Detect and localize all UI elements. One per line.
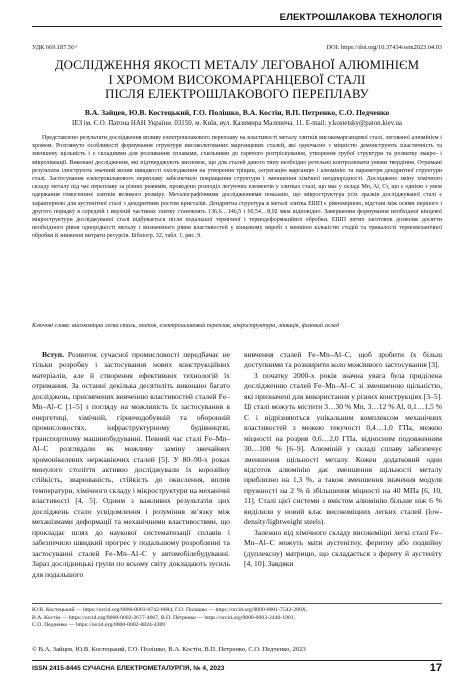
keywords	[32, 322, 442, 330]
body-column-left	[32, 350, 230, 580]
body-paragraph: вивчення сталей Fe–Mn–Al–C, щоб зробити їх більш доступними та розширити коло можливого застосування [3].	[244, 350, 442, 370]
title-line: І ХРОМОМ ВИСОКОМАРГАНЦЕВОЇ СТАЛІ	[108, 72, 366, 87]
page-number: 17	[429, 662, 442, 674]
keywords-label: Ключові слова:	[32, 323, 71, 329]
running-header	[32, 12, 442, 27]
body-paragraph: Залежно від хімічного складу високоміцні легкі сталі Fe–Mn–Al–C можуть мати аустенітну, феритну або подвійну (дуплексну) матрицю, що складається з фериту й аустеніту [4, 10]. Завдяки	[244, 527, 442, 569]
udc-code: УДК 669.187.56+	[32, 44, 78, 51]
orcid-line[interactable]: С.О. Педченко — https://orcid.org/0000-0002-8824-4389	[32, 622, 166, 629]
affiliation: ІЕЗ ім. Є.О. Патона НАН України. 03150, м. Київ, вул. Казимира Малевича, 11. E-mail: y.kostetsky@paton.kiev.ua	[72, 120, 402, 127]
orcid-line[interactable]: В.А. Костін — https://orcid.org/0000-0002-2677-4667, В.П. Петренко — https://orcid.org/0000-0003-2440-1901,	[32, 614, 296, 621]
intro-heading: Вступ.	[42, 350, 64, 359]
orcid-line[interactable]: Ю.В. Костецький — https://orcid.org/0000-0003-0742-6684, Г.О. Полішко — https://orcid.org/0000-0001-7543-280X,	[32, 607, 308, 613]
journal-issn: ISSN 2415-8445 СУЧАСНА ЕЛЕКТРОМЕТАЛУРГІЯ, № 4, 2023	[32, 665, 225, 672]
title-line: ДОСЛІДЖЕННЯ ЯКОСТІ МЕТАЛУ ЛЕГОВАНОЇ АЛЮМІНІЄМ	[54, 58, 420, 72]
copyright-notice: © В.А. Зайцев, Ю.В. Костецький, Г.О. Полішко, В.А. Костін, В.П. Петренко, С.О. Педченко, 2023	[32, 646, 306, 653]
intro-paragraph	[32, 350, 230, 580]
running-footer	[32, 660, 442, 677]
keywords-text: високоміцна легка сталь, злиток, електрошлаковий переплав, мікроструктура, ліквація, фазовий склад	[72, 323, 339, 329]
article-title	[32, 58, 442, 102]
journal-page	[32, 0, 442, 688]
title-line: ПІСЛЯ ЕЛЕКТРОШЛАКОВОГО ПЕРЕПЛАВУ	[105, 87, 369, 102]
author-list: В.А. Зайцев, Ю.В. Костецький, Г.О. Полішко, В.А. Костін, В.П. Петренко, С.О. Педченко	[84, 108, 390, 117]
abstract: Представлено результати дослідження впливу електрошлакового переплаву на властивості металу злитків високомарганцевої сталі, легованої алюмінієм і хромом. Розглянуто особливості формування структури високолегованих марганцевих сталей, які одночасно з міцністю демонструють пластичність та зменшену щільність і є складними для розливання сплавами, схильними до гарячого розтріскування, утворення грубої структури та розвитку макро- і мікроліквації. Виконані дослідження, які підтверджують висновок, що для сталей даного типу необхідно ретельно контролювати умови твердіння. Отримані результати ілюструють значний вплив швидкості охолодження на утворення тріщин, сегрегацію марганцю і алюмінію та параметри дендритної структури сталі. Застосування електрошлакового переплаву забезпечило покращення структури і зменшення хімічної неоднорідності. Досліджено зміну хімічного складу металу під час переплаву за різних режимів, проведено розподіл легуючих елементів у злитках сталі, що має у складі Mn, Al, Cr, що є однією з умов одержання гомогенних злитків великого розміру. Металографічними дослідженнями показано, що мікроструктура усіх зразків досліджуваної сталі є характерною для аустенітної сталі з дендритним ростом кристалів. Дендритна структура в металі злитка ЕШП є рівномірною, відстані між осями першого і другого порядку в середній і верхній частинах злитку становлять 136,6…146,5 і 60,54…8,92 мкм відповідно. Завершення формування необхідної кінцевої мікроструктури досліджуваної сталі відбувається після подальшої термічної і термодеформаційної обробки. ЕШП литих заготовок дозволяє досягти необхідного рівня однорідності металу і визначеного рівня властивостей у кінцевому виробі з меншою кількістю стадій та тривалості термомеханічної обробки й зниженні витрати ресурсів. Бібліогр. 32, табл. 1, рис. 9.	[32, 135, 442, 240]
journal-section-title: ЕЛЕКТРОШЛАКОВА ТЕХНОЛОГІЯ	[279, 12, 442, 23]
intro-text: Розвиток сучасної промисловості передбачає не тільки розробку і застосування нових конструкційних матеріалів, але й створення ефективних технологій їх отримання. За останні декілька десятиліть виконано багато досліджень, присвячених вивченню властивостей сталей Fe–Mn–Al–C [1–5] з погляду на можливість їх застосування в енергетиці, хімічній, гірничодобувній та оборонній промисловостях, інфраструктурному будівництві, транспортному машинобудуванні. Певний час сталі Fe–Mn–Al–C розглядали як можливу заміну звичайних хромонікелевих нержавіючих сталей [5]. У 80–90-х роках минулого століття активно досліджували їх корозійну стійкість, зварюваність, стійкість до окислення, вплив температури, хімічного складу і мікроструктури на механічні властивості [4, 5]. Одним з важливих результатів цих досліджень стало усвідомлення і розуміння зв’язку між механізмами деформації та механічними властивостями, що прокладає шлях до наукової систематизації сплавів і забезпечило швидкий прогрес у подальшому розробленні та застосуванні сталей Fe–Mn–Al–C у автомобілебудуванні. Зараз дослідницькі групи по всьому світу докладають зусиль для подальшого	[32, 350, 230, 579]
orcid-footnote	[32, 603, 442, 630]
doi-link[interactable]: DOI: https://doi.org/10.37434/sem2023.04.03	[326, 44, 442, 51]
body-paragraph: З початку 2000-х років значна увага була приділена дослідженню сталей Fe–Mn–Al–C зі зменшеною щільністю, які призначені для використання у різних конструкціях [3–5]. Ці сталі можуть містити 3…30 % Mn, 3…12 % Al, 0,1…1,5 % C і відрізняються унікальним комплексом механічних властивостей з межею текучості 0,4…1,0 ГПа, межею міцності на розрив 0,6…2,0 ГПа, відносним подовженням 30…100 % [6–9]. Алюміній у складі сплаву забезпечує зменшення щільності металу. Кожен додатковий один відсоток алюмінію дає зменшення щільності металу приблизно на 1,3 %, а також зменшення значення модуля пружності на 2 % й збільшення міцності на 40 МПа [6, 10, 11]. Сталі цієї системи з вмістом алюмінію більше ніж 6 % виділили у новий клас високоміцних легких сталей (low-density/lightweight steels).	[244, 370, 442, 527]
body-column-right	[244, 350, 442, 570]
article-meta	[32, 44, 442, 51]
